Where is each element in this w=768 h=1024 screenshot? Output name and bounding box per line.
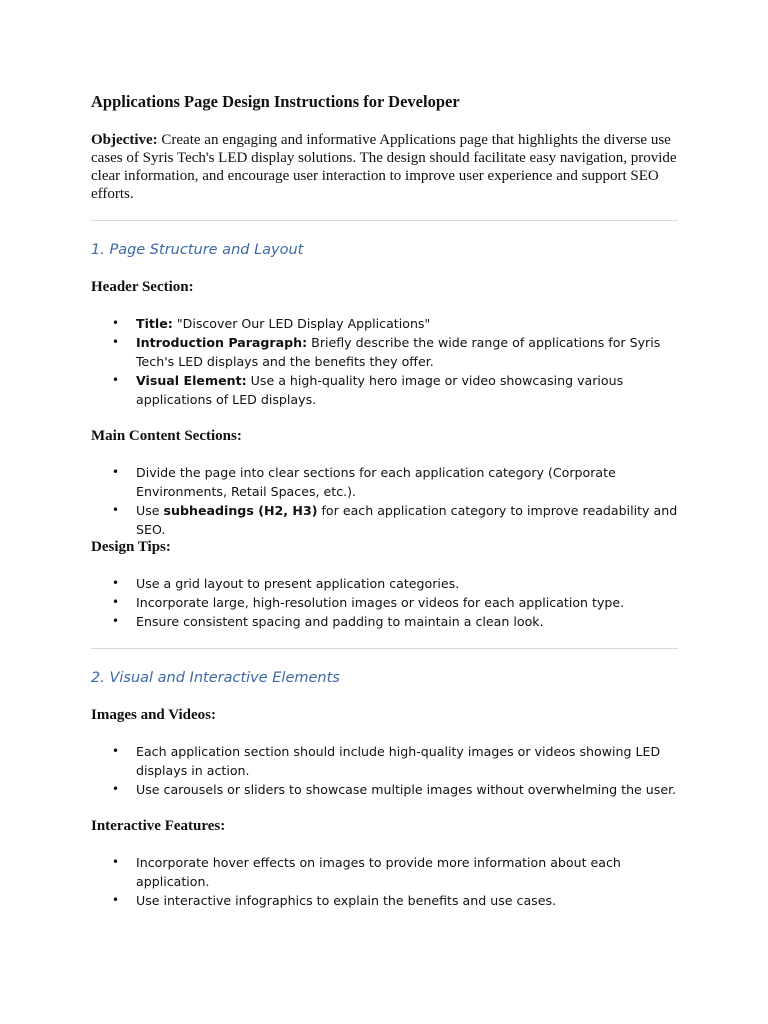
list-item-text: Use a high-quality hero image or video showcasing various applications of LED displays.: [136, 373, 624, 407]
divider: [91, 648, 678, 649]
list-item: [91, 593, 678, 612]
list-item-text: Use interactive infographics to explain the benefits and use cases.: [136, 893, 557, 908]
list-item-text: Divide the page into clear sections for each application category (Corporate Environments, Retail Spaces, etc.).: [136, 465, 616, 499]
interactive-features-list: [91, 853, 678, 910]
list-item-suffix: for each application category to improve readability and SEO.: [136, 503, 678, 537]
list-item-term: subheadings (H2, H3): [163, 503, 318, 518]
list-item: [91, 891, 678, 910]
list-item-text: Use a grid layout to present application categories.: [136, 576, 460, 591]
design-tips-list: [91, 574, 678, 631]
subheading-interactive-features: Interactive Features:: [91, 818, 226, 834]
list-item-text: Incorporate large, high-resolution images or videos for each application type.: [136, 595, 625, 610]
objective-paragraph: [91, 131, 681, 203]
list-item: [91, 314, 678, 333]
objective-text: Create an engaging and informative Applications page that highlights the diverse use cases of Syris Tech's LED display solutions. The design should facilitate easy navigation, provide clear information, and encourage user interaction to improve user experience and support SEO efforts.: [91, 132, 677, 202]
list-item-term: Title:: [136, 316, 173, 331]
section-heading-page-structure: 1. Page Structure and Layout: [91, 242, 304, 258]
list-item: [91, 333, 678, 371]
list-item-text: Use carousels or sliders to showcase multiple images without overwhelming the user.: [136, 782, 677, 797]
list-item: [91, 742, 678, 780]
objective-label: Objective:: [91, 132, 158, 148]
list-item-text: Briefly describe the wide range of applications for Syris Tech's LED displays and the benefits they offer.: [136, 335, 661, 369]
list-item: [91, 780, 678, 799]
list-item-term: Introduction Paragraph:: [136, 335, 308, 350]
list-item: [91, 463, 678, 501]
list-item: [91, 501, 678, 539]
list-item: [91, 574, 678, 593]
main-content-list: [91, 463, 678, 539]
images-videos-list: [91, 742, 678, 799]
divider: [91, 220, 678, 221]
list-item: [91, 371, 678, 409]
list-item: [91, 853, 678, 891]
list-item-text: Incorporate hover effects on images to provide more information about each application.: [136, 855, 621, 889]
section-heading-visual-interactive: 2. Visual and Interactive Elements: [91, 670, 340, 686]
subheading-design-tips: Design Tips:: [91, 539, 171, 555]
list-item-text: Ensure consistent spacing and padding to maintain a clean look.: [136, 614, 544, 629]
subheading-header-section: Header Section:: [91, 279, 194, 295]
list-item: [91, 612, 678, 631]
subheading-main-content-sections: Main Content Sections:: [91, 428, 242, 444]
list-item-prefix: Use: [136, 503, 164, 518]
list-item-text: Each application section should include high-quality images or videos showing LED displays in action.: [136, 744, 661, 778]
list-item-term: Visual Element:: [136, 373, 247, 388]
subheading-images-videos: Images and Videos:: [91, 707, 217, 723]
list-item-text: "Discover Our LED Display Applications": [172, 316, 431, 331]
page-title: Applications Page Design Instructions for Developer: [91, 92, 460, 111]
header-section-list: [91, 314, 678, 409]
